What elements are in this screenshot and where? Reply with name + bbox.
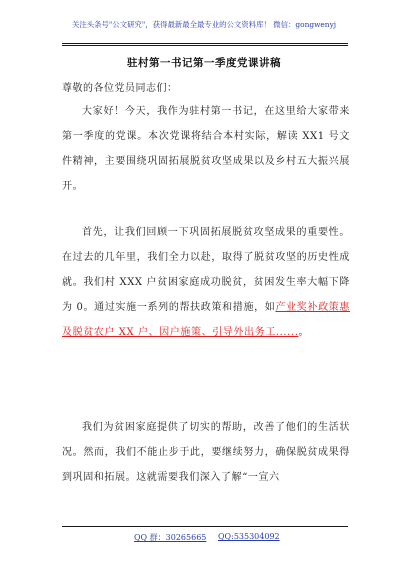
header-rule [62,43,348,44]
paragraph-help: 我们为贫困家庭提供了切实的帮助，改善了他们的生活状况。然而，我们不能止步于此，要继续努力，确保脱贫成果得到巩固和拓展。这就需要我们深入了解“一宣六 [62,422,350,483]
footer-rule [62,526,348,527]
greeting: 尊敬的各位党员同志们： [62,83,178,94]
paragraph-review-end: 。 [298,327,310,338]
paragraph-review [62,220,350,345]
paragraph-review-text: 首先，让我们回顾一下巩固拓展脱贫攻坚成果的重要性。在过去的几年里，我们全力以赴，取得了脱贫攻坚的历史性成就。我们村 XXX 户贫困家庭成功脱贫，贫困发生率大幅下降为 0。通过实施一系列的帮扶政策和措施，如 [62,227,350,313]
paragraph-intro: 大家好！今天，我作为驻村第一书记，在这里给大家带来第一季度的党课。本次党课将结合本村实际，解读 XX1 号文件精神，主要围绕巩固拓展脱贫攻坚成果以及乡村五大振兴展开。 [62,106,350,192]
document-title: 驻村第一书记第一季度党课讲稿 [127,57,281,69]
highlighted-policy-text: 产业奖补政策惠及脱贫农户 XX 户、因户施策、引导外出务工...... [62,302,351,338]
footer-qq: QQ:535304092 [218,532,280,541]
header-rule-thin [62,45,348,46]
header-promo-text: 关注头条号"公文研究"，获得最新最全最专业的公文资料库！ 微信：gongwenyj [71,20,337,29]
footer-qq-group: QQ 群：30265665 [134,533,207,542]
